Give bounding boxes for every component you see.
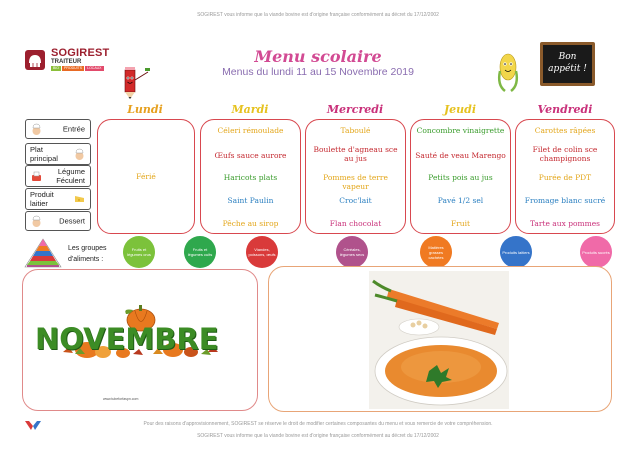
dish-mardi-laitier: Saint Paulin [227,196,274,205]
month-word: NOVEMBRE [35,322,219,356]
legend-label-plat: Plat principal [30,145,58,163]
board-line-2: appétit ! [548,64,587,74]
footer-notice-1: Pour des raisons d'approvisionnement, SOGIREST se réserve le droit de modifier certaines composantes du menu et vous remercie de votre compréhension. [143,421,493,427]
day-column-jeudi [410,119,511,234]
vegetable-icon [30,170,43,183]
food-groups-label-line-2: d'aliments : [68,256,104,263]
day-column-mardi [200,119,301,234]
day-header-jeudi: Jeudi [443,103,477,116]
legend-plat [25,143,91,165]
carrot-soup-photo [369,271,509,409]
dish-mercredi-entree: Taboulé [340,126,371,135]
dish-jeudi-entree: Concombre vinaigrette [416,126,505,135]
legend-entree [25,119,91,139]
dish-mercredi-plat: Boulette d'agneau sce au jus [313,145,398,163]
board-line-1: Bon [558,52,577,62]
dish-mercredi-dessert: Flan chocolat [329,219,382,228]
dish-vendredi-laitier: Fromage blanc sucré [524,196,606,205]
food-groups-label-line-1: Les groupes [68,245,107,252]
dish-lundi-holiday: Férié [136,172,156,181]
logo-name: SOGIREST [51,47,110,59]
dish-photo-panel [268,266,612,412]
food-pyramid-icon [23,238,63,268]
day-header-mardi: Mardi [231,103,269,116]
dish-jeudi-plat: Sauté de veau Marengo [415,151,506,160]
dish-mardi-legume: Haricots plats [223,173,278,182]
food-group-matieres-grasses: Matières grasses cachées [420,236,452,268]
chef-plat-icon [73,148,86,161]
logo-tag-bio: BIO [53,66,60,70]
legend-dessert [25,211,91,231]
menu-date-range: Menus du lundi 11 au 15 Novembre 2019 [222,66,414,78]
chef-entree-icon [30,123,43,136]
food-group-fruits-cuits: Fruits et légumes cuits [184,236,216,268]
food-group-viandes: Viandes, poissons, œufs [246,236,278,268]
logo-tag-produits: PRODUITS [64,66,83,70]
dish-mercredi-legume: Pommes de terre vapeur [323,173,388,191]
food-group-cereales: Céréales, légumes secs [336,236,368,268]
illustration-credit: www.tubeforfaspn.com [103,397,139,401]
day-column-lundi [97,119,195,234]
footer-notice-2: SOGIREST vous informe que la viande bovine est d'origine française conformément au décret du 17/12/2002 [197,433,439,439]
legend-label-legume: Légume Féculent [56,167,85,185]
dish-mercredi-laitier: Croc'lait [339,196,372,205]
dish-mardi-entree: Céleri rémoulade [217,126,284,135]
legend-laitier [25,188,91,210]
dairy-icon [73,193,86,206]
day-column-vendredi [515,119,615,234]
dish-vendredi-legume: Purée de PDT [538,173,592,182]
legend-legume [25,165,91,187]
dessert-icon [30,215,43,228]
legend-label-dessert: Dessert [59,216,85,226]
food-group-laitiers: Produits laitiers [500,236,532,268]
food-groups-label [68,243,107,265]
page-title: Menu scolaire [254,47,382,66]
day-header-vendredi: Vendredi [537,103,593,116]
dish-vendredi-entree: Carottes râpées [534,126,596,135]
food-group-fruits-crus: Fruits et légumes crus [123,236,155,268]
bon-appetit-board [540,42,595,86]
dish-jeudi-dessert: Fruit [450,219,471,228]
dish-jeudi-laitier: Pavé 1/2 sel [437,196,484,205]
day-header-lundi: Lundi [127,103,163,116]
day-header-mercredi: Mercredi [326,103,384,116]
dish-jeudi-legume: Petits pois au jus [428,173,493,182]
dish-mardi-plat: Œufs sauce aurore [214,151,287,160]
top-notice: SOGIREST vous informe que la viande bovine est d'origine française conformément au décret du 17/12/2002 [197,12,439,18]
dish-vendredi-plat: Filet de colin sce champignons [532,145,598,163]
month-illustration-panel [22,269,258,411]
legend-label-laitier: Produit laitier [30,190,54,208]
corn-mascot-icon [495,51,521,95]
legend-label-entree: Entrée [62,124,85,134]
day-column-mercredi [305,119,406,234]
dish-vendredi-dessert: Tarte aux pommes [529,219,601,228]
logo-tag-locaux: LOCAUX [87,66,102,70]
logo-subtitle: TRAITEUR [51,59,82,65]
food-group-sucres: Produits sucrés [580,236,612,268]
dish-mardi-dessert: Pêche au sirop [222,219,279,228]
